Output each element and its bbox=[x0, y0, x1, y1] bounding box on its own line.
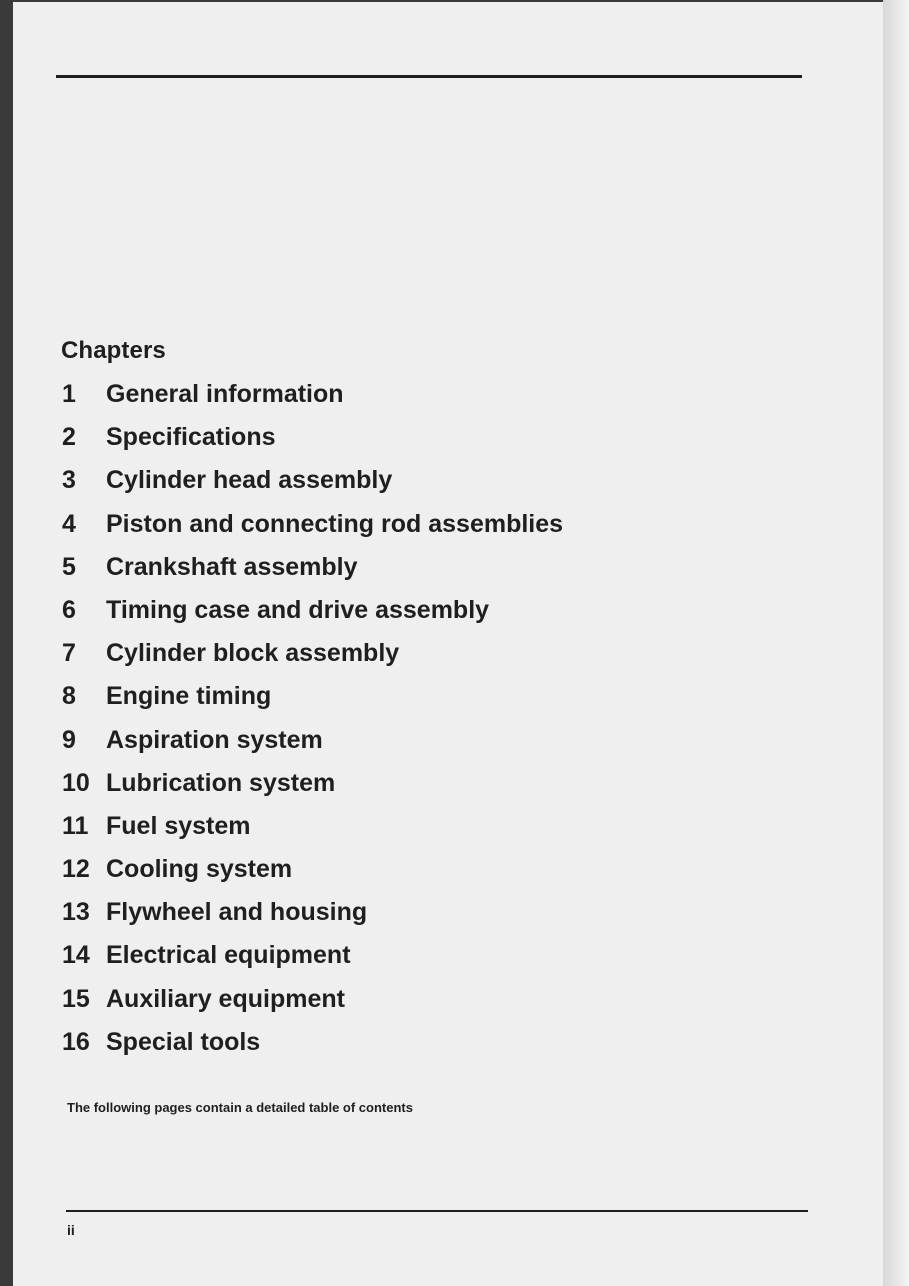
contents-note: The following pages contain a detailed table of contents bbox=[67, 1100, 413, 1115]
chapter-title: Aspiration system bbox=[106, 725, 323, 754]
chapter-title: Cylinder head assembly bbox=[106, 466, 393, 495]
chapter-title: General information bbox=[106, 380, 344, 408]
chapter-title: Piston and connecting rod assemblies bbox=[106, 509, 564, 538]
chapter-number: 13 bbox=[62, 898, 90, 927]
chapter-number: 9 bbox=[62, 725, 76, 754]
chapter-item bbox=[62, 938, 563, 981]
chapter-item bbox=[62, 895, 563, 938]
chapter-item bbox=[62, 377, 563, 420]
chapter-number: 16 bbox=[62, 1027, 90, 1056]
chapter-item bbox=[62, 593, 563, 636]
chapter-number: 10 bbox=[62, 768, 90, 797]
chapter-item bbox=[62, 550, 563, 593]
chapter-item bbox=[62, 636, 563, 679]
chapter-item bbox=[62, 1025, 563, 1068]
chapter-number: 7 bbox=[62, 639, 76, 668]
chapter-item bbox=[62, 766, 563, 809]
chapter-item bbox=[62, 852, 563, 895]
chapter-number: 15 bbox=[62, 984, 90, 1013]
chapter-item bbox=[62, 679, 563, 722]
chapter-title: Timing case and drive assembly bbox=[106, 595, 490, 624]
chapter-number: 12 bbox=[62, 855, 90, 884]
chapter-title: Fuel system bbox=[106, 811, 251, 840]
chapter-item bbox=[62, 723, 563, 766]
chapter-list bbox=[62, 377, 563, 1068]
top-rule bbox=[56, 75, 802, 78]
chapter-item bbox=[62, 463, 563, 506]
chapter-title: Electrical equipment bbox=[106, 941, 351, 970]
page-number: ii bbox=[67, 1222, 75, 1238]
chapter-title: Engine timing bbox=[106, 682, 272, 711]
chapter-number: 4 bbox=[62, 509, 76, 538]
chapter-number: 5 bbox=[62, 552, 76, 581]
chapter-title: Cylinder block assembly bbox=[106, 639, 400, 668]
chapter-title: Lubrication system bbox=[106, 768, 336, 797]
chapter-item bbox=[62, 420, 563, 463]
chapter-item bbox=[62, 809, 563, 852]
chapter-title: Specifications bbox=[106, 423, 276, 452]
chapter-number: 6 bbox=[62, 595, 76, 624]
chapter-title: Flywheel and housing bbox=[106, 898, 368, 927]
bottom-rule bbox=[66, 1210, 808, 1212]
chapters-heading: Chapters bbox=[61, 337, 166, 364]
page-edge-shadow bbox=[883, 0, 909, 1286]
chapter-number: 14 bbox=[62, 941, 90, 970]
chapter-title: Cooling system bbox=[106, 855, 293, 884]
chapter-item bbox=[62, 507, 563, 550]
chapter-number: 3 bbox=[62, 466, 76, 495]
chapter-number: 8 bbox=[62, 682, 76, 711]
chapter-item bbox=[62, 982, 563, 1025]
chapter-number: 11 bbox=[62, 811, 89, 840]
chapter-number: 1 bbox=[62, 380, 76, 408]
chapter-title: Special tools bbox=[106, 1027, 261, 1056]
chapter-number: 2 bbox=[62, 423, 76, 452]
chapter-title: Auxiliary equipment bbox=[106, 984, 345, 1013]
chapter-title: Crankshaft assembly bbox=[106, 552, 358, 581]
